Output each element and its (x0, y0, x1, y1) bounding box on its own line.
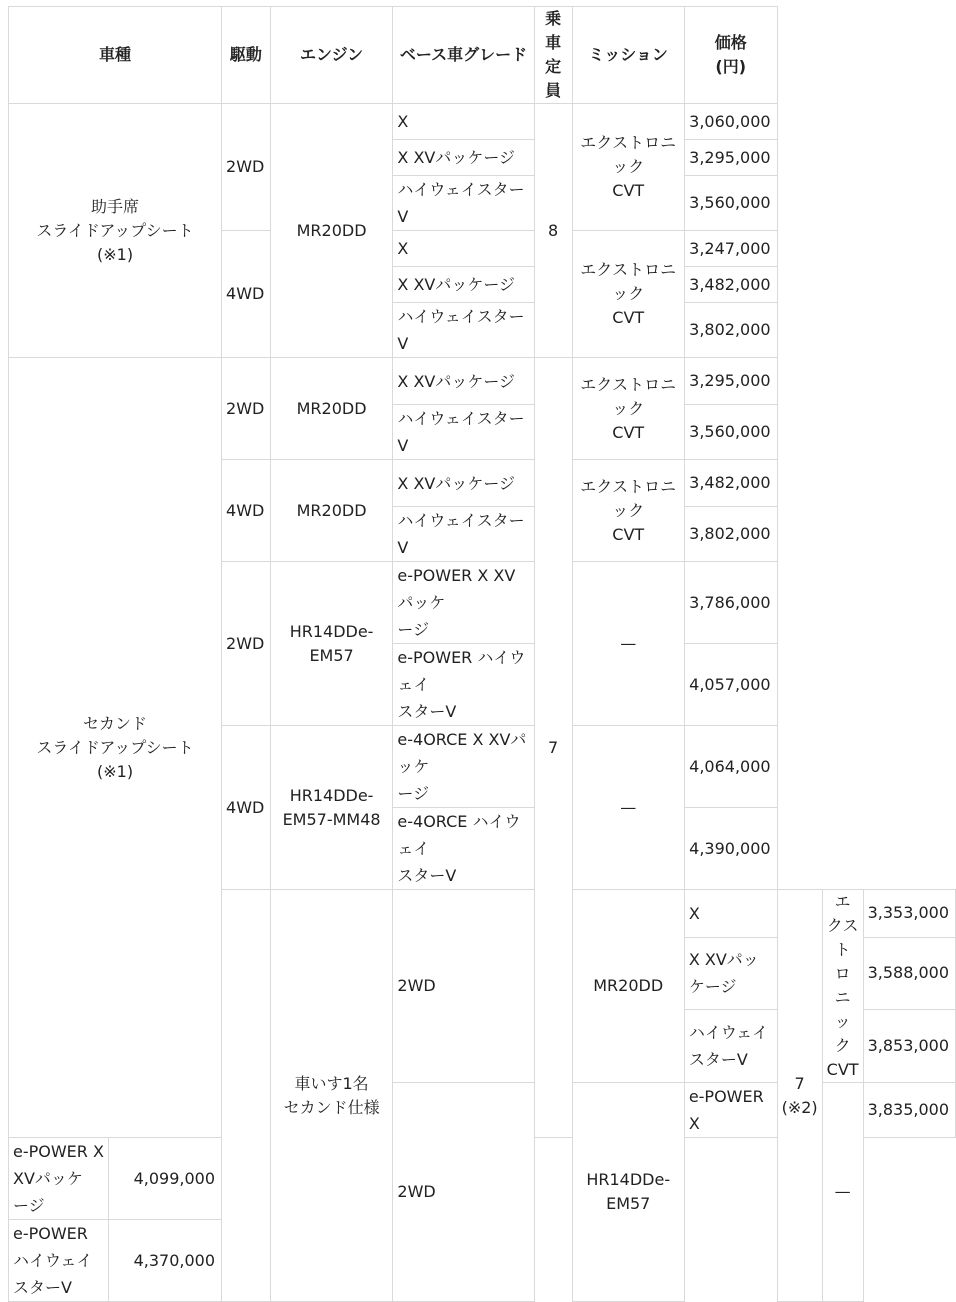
grade-cell: ハイウェイスターV (684, 1010, 777, 1083)
engine-cell: MR20DD (270, 358, 393, 460)
price-table (8, 6, 956, 1302)
drive-cell: 2WD (393, 890, 534, 1083)
col-header-engine: エンジン (270, 7, 393, 104)
price-cell: 4,064,000 (684, 726, 777, 808)
price-cell: 3,482,000 (684, 267, 777, 303)
grade-cell: X (393, 231, 534, 267)
drive-cell: 2WD (222, 562, 271, 726)
price-cell: 3,560,000 (684, 176, 777, 231)
price-cell: 3,786,000 (684, 562, 777, 644)
drive-cell: 2WD (222, 104, 271, 231)
table-row (9, 358, 956, 405)
price-cell: 3,588,000 (863, 937, 955, 1010)
grade-cell: X XVパッケージ (393, 358, 534, 405)
price-cell: 3,853,000 (863, 1010, 955, 1083)
engine-cell: MR20DD (270, 460, 393, 562)
grade-cell: X (684, 890, 777, 938)
mission-cell: エクストロニ ック CVT (822, 890, 863, 1083)
col-header-price: 価格 (円) (684, 7, 777, 104)
grade-cell: e-POWER ハイウェイ スターV (393, 644, 534, 726)
price-cell: 4,099,000 (109, 1138, 222, 1220)
price-cell: 3,060,000 (684, 104, 777, 140)
mission-cell: エクストロニ ック CVT (572, 460, 684, 562)
grade-cell: X XVパッケージ (393, 460, 534, 507)
engine-cell: MR20DD (572, 890, 684, 1083)
mission-cell: — (572, 726, 684, 890)
table-row (9, 104, 956, 140)
grade-cell: e-POWER ハイウェイ スターV (9, 1220, 109, 1302)
price-cell: 3,247,000 (684, 231, 777, 267)
price-cell: 3,835,000 (863, 1083, 955, 1138)
engine-cell: HR14DDe- EM57-MM48 (270, 726, 393, 890)
drive-cell: 2WD (393, 1083, 534, 1302)
col-header-mission: ミッション (572, 7, 684, 104)
mission-cell: — (822, 1083, 863, 1302)
grade-cell: e-POWER X XVパッケ ージ (9, 1138, 109, 1220)
grade-cell: ハイウェイスターV (393, 405, 534, 460)
price-cell: 3,295,000 (684, 358, 777, 405)
mission-cell: エクストロニ ック CVT (572, 231, 684, 358)
grade-cell: ハイウェイスターV (393, 507, 534, 562)
price-cell: 4,390,000 (684, 808, 777, 890)
price-cell: 4,057,000 (684, 644, 777, 726)
drive-cell: 4WD (222, 726, 271, 890)
grade-cell: X (393, 104, 534, 140)
price-cell: 4,370,000 (109, 1220, 222, 1302)
grade-cell: ハイウェイスターV (393, 303, 534, 358)
engine-cell: HR14DDe-EM57 (572, 1083, 684, 1302)
price-cell: 3,295,000 (684, 140, 777, 176)
vehicle-type-empty-cell (222, 890, 271, 1302)
capacity-cell: 7 (534, 358, 572, 1138)
vehicle-type-cell: 助手席 スライドアップシート (※1) (9, 104, 222, 358)
col-header-grade: ベース車グレード (393, 7, 534, 104)
mission-cell: エクストロニ ック CVT (572, 358, 684, 460)
vehicle-type-cell: 車いす1名 セカンド仕様 (270, 890, 393, 1302)
mission-cell: — (572, 562, 684, 726)
grade-cell: e-4ORCE X XVパッケ ージ (393, 726, 534, 808)
grade-cell: X XVパッケージ (393, 267, 534, 303)
vehicle-type-cell: セカンド スライドアップシート (※1) (9, 358, 222, 1138)
grade-cell: e-4ORCE ハイウェイ スターV (393, 808, 534, 890)
price-cell: 3,802,000 (684, 507, 777, 562)
price-cell: 3,560,000 (684, 405, 777, 460)
drive-cell: 4WD (222, 231, 271, 358)
mission-cell: エクストロニ ック CVT (572, 104, 684, 231)
col-header-type: 車種 (9, 7, 222, 104)
grade-cell: e-POWER X (684, 1083, 777, 1138)
grade-cell: ハイウェイスターV (393, 176, 534, 231)
grade-cell: X XVパッケージ (393, 140, 534, 176)
col-header-drive: 駆動 (222, 7, 271, 104)
price-cell: 3,482,000 (684, 460, 777, 507)
drive-cell: 4WD (222, 460, 271, 562)
grade-cell: e-POWER X XVパッケ ージ (393, 562, 534, 644)
engine-cell: HR14DDe-EM57 (270, 562, 393, 726)
engine-cell: MR20DD (270, 104, 393, 358)
price-cell: 3,802,000 (684, 303, 777, 358)
price-cell: 3,353,000 (863, 890, 955, 938)
col-header-capacity: 乗車 定員 (534, 7, 572, 104)
drive-cell: 2WD (222, 358, 271, 460)
capacity-cell: 7 (※2) (777, 890, 822, 1302)
grade-cell: X XVパッケージ (684, 937, 777, 1010)
table-header-row (9, 7, 956, 104)
capacity-cell: 8 (534, 104, 572, 358)
